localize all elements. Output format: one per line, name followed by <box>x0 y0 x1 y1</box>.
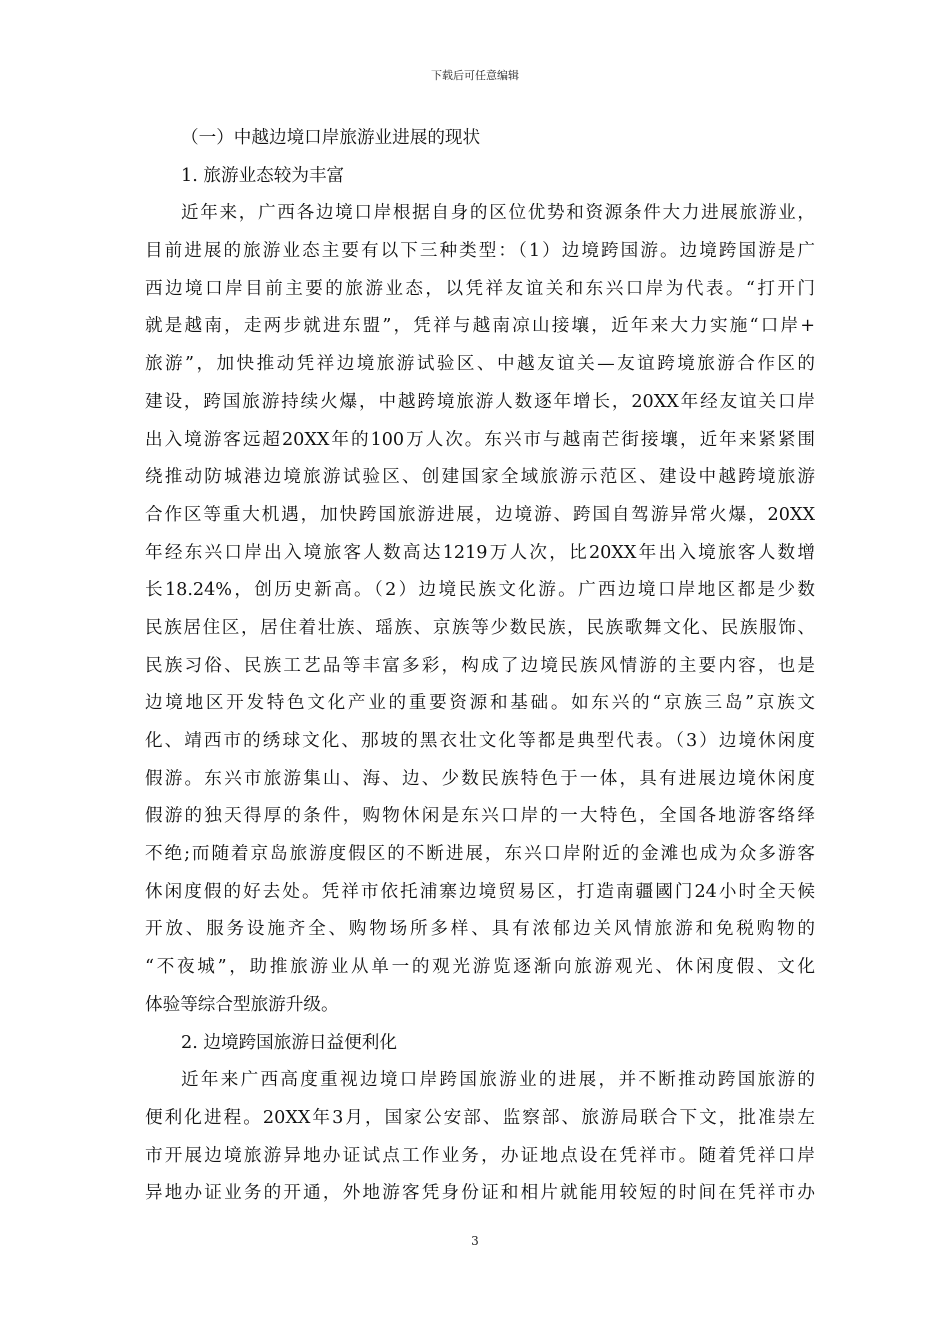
text-line: 近年来，广西各边境口岸根据自身的区位优势和资源条件大力进展旅游业， <box>181 203 815 224</box>
text-line: 民族习俗、民族工艺品等丰富多彩，构成了边境民族风情游的主要内容，也是 <box>145 655 815 676</box>
body-text <box>145 120 815 1213</box>
text-line: 建设，跨国旅游持续火爆，中越跨境旅游人数逐年增长，20XX年经友谊关口岸 <box>145 391 815 412</box>
text-line: 长18.24%，创历史新高。（2）边境民族文化游。广西边境口岸地区都是少数 <box>145 580 815 601</box>
text-line: 假游的独天得厚的条件，购物休闲是东兴口岸的一大特色，全国各地游客络绎 <box>145 806 815 827</box>
text-line: 开放、服务设施齐全、购物场所多样、具有浓郁边关风情旅游和免税购物的 <box>145 919 815 940</box>
text-line: 出入境游客远超20XX年的100万人次。东兴市与越南芒街接壤，近年来紧紧围 <box>145 429 815 450</box>
text-line: 1. 旅游业态较为丰富 <box>181 165 345 186</box>
text-line: 旅游”，加快推动凭祥边境旅游试验区、中越友谊关—友谊跨境旅游合作区的 <box>145 354 815 375</box>
text-line: 市开展边境旅游异地办证试点工作业务，办证地点设在凭祥市。随着凭祥口岸 <box>145 1145 815 1166</box>
text-line: 休闲度假的好去处。凭祥市依托浦寨边境贸易区，打造南疆國门24小时全天候 <box>145 881 815 902</box>
text-line: 2. 边境跨国旅游日益便利化 <box>181 1032 397 1053</box>
text-line: 民族居住区，居住着壮族、瑶族、京族等少数民族，民族歌舞文化、民族服饰、 <box>145 617 815 638</box>
text-line: 近年来广西高度重视边境口岸跨国旅游业的进展，并不断推动跨国旅游的 <box>181 1070 815 1091</box>
text-line: “不夜城”，助推旅游业从单一的观光游览逐渐向旅游观光、休闲度假、文化 <box>145 957 815 978</box>
text-line: 化、靖西市的绣球文化、那坡的黑衣壮文化等都是典型代表。（3）边境休闲度 <box>145 731 815 751</box>
text-line: （一）中越边境口岸旅游业进展的现状 <box>181 128 481 148</box>
page-number: 3 <box>471 1234 479 1248</box>
text-line: 就是越南，走两步就进东盟”，凭祥与越南凉山接壤，近年来大力实施“口岸+ <box>145 316 815 337</box>
text-line: 便利化进程。20XX年3月，国家公安部、监察部、旅游局联合下文，批准崇左 <box>145 1107 815 1128</box>
text-line: 目前进展的旅游业态主要有以下三种类型：（1）边境跨国游。边境跨国游是广 <box>145 241 815 262</box>
text-line: 边境地区开发特色文化产业的重要资源和基础。如东兴的“京族三岛”京族文 <box>145 693 815 714</box>
text-line: 年经东兴口岸出入境旅客人数高达1219万人次，比20XX年出入境旅客人数增 <box>145 542 815 563</box>
text-line: 绕推动防城港边境旅游试验区、创建国家全域旅游示范区、建设中越跨境旅游 <box>145 467 815 488</box>
text-line: 假游。东兴市旅游集山、海、边、少数民族特色于一体，具有进展边境休闲度 <box>145 768 815 789</box>
text-line: 不绝;而随着京岛旅游度假区的不断进展，东兴口岸附近的金滩也成为众多游客 <box>145 844 815 865</box>
text-line: 体验等综合型旅游升级。 <box>145 994 339 1015</box>
page-header: 下载后可任意编辑 <box>431 69 519 82</box>
text-line: 西边境口岸目前主要的旅游业态，以凭祥友谊关和东兴口岸为代表。“打开门 <box>145 278 815 299</box>
text-line: 合作区等重大机遇，加快跨国旅游进展，边境游、跨国自驾游异常火爆，20XX <box>145 504 815 525</box>
text-line: 异地办证业务的开通，外地游客凭身份证和相片就能用较短的时间在凭祥市办 <box>145 1183 815 1204</box>
